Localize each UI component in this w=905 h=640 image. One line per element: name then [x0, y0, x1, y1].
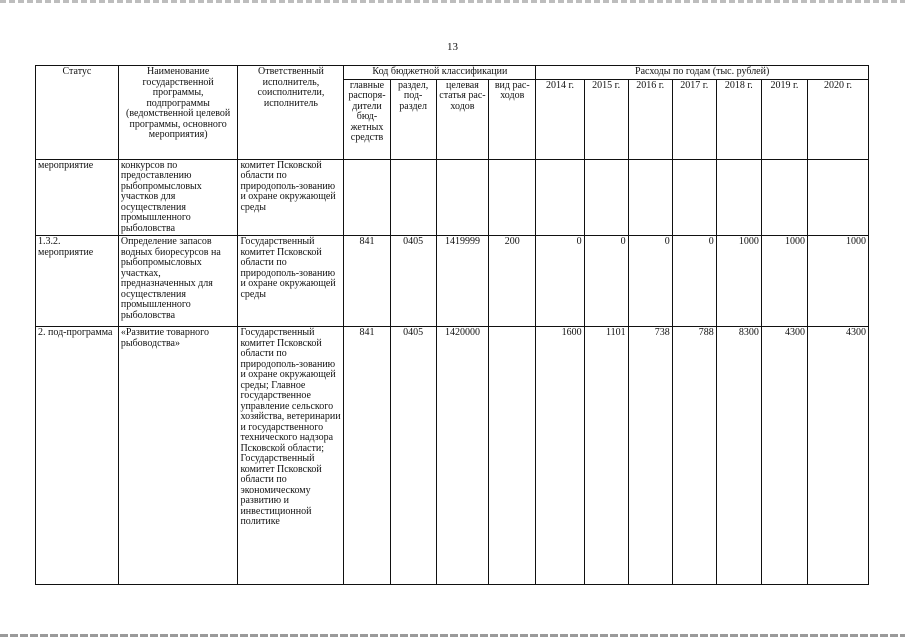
- row-value-2016: 0: [628, 236, 672, 327]
- row-value-2014: 0: [536, 236, 584, 327]
- scan-top-edge: [0, 0, 905, 3]
- scan-bottom-edge: [0, 634, 905, 637]
- row-value-2015: [584, 159, 628, 236]
- budget-table: [35, 65, 869, 585]
- page-number: 13: [447, 41, 458, 53]
- header-year-2017: 2017 г.: [672, 79, 716, 159]
- row-name: Определение запасов водных биоресурсов на рыбопромысловых участках, предназначенных для осуществления промышленного рыболовства: [118, 236, 238, 327]
- row-code-manager: [344, 159, 390, 236]
- row-code-manager: 841: [344, 236, 390, 327]
- table-row: [36, 236, 869, 327]
- row-value-2018: 1000: [716, 236, 761, 327]
- row-value-2015: 0: [584, 236, 628, 327]
- header-year-2016: 2016 г.: [628, 79, 672, 159]
- row-value-2018: [716, 159, 761, 236]
- row-code-kind: [489, 159, 536, 236]
- row-code-section: 0405: [390, 327, 436, 585]
- row-value-2020: 1000: [808, 236, 869, 327]
- row-code-section: 0405: [390, 236, 436, 327]
- row-value-2014: 1600: [536, 327, 584, 585]
- row-value-2019: 4300: [761, 327, 807, 585]
- row-code-kind: [489, 327, 536, 585]
- table-row: [36, 327, 869, 585]
- header-budget-code-group: Код бюджетной классификации: [344, 66, 536, 80]
- row-value-2018: 8300: [716, 327, 761, 585]
- row-value-2017: [672, 159, 716, 236]
- row-name: конкурсов по предоставлению рыбопромысловых участков для осуществления промышленного рыболовства: [118, 159, 238, 236]
- row-value-2017: 0: [672, 236, 716, 327]
- row-value-2020: [808, 159, 869, 236]
- row-value-2015: 1101: [584, 327, 628, 585]
- header-status: Статус: [36, 66, 119, 160]
- header-code-kind: вид рас-ходов: [489, 79, 536, 159]
- header-year-2018: 2018 г.: [716, 79, 761, 159]
- table-row: [36, 159, 869, 236]
- row-value-2019: [761, 159, 807, 236]
- row-code-target: 1419999: [436, 236, 488, 327]
- row-value-2016: [628, 159, 672, 236]
- header-year-2015: 2015 г.: [584, 79, 628, 159]
- row-executor: Государственный комитет Псковской области по природополь-зованию и охране окружающей среды; Главное государственное управление сельского хозяйства, ветеринарии и государственного технического надзора Псковской области; Государственный комитет Псковской области по экономическому развитию и инвестиционной политике: [238, 327, 344, 585]
- row-code-manager: 841: [344, 327, 390, 585]
- row-code-target: 1420000: [436, 327, 488, 585]
- row-value-2020: 4300: [808, 327, 869, 585]
- header-expenses-group: Расходы по годам (тыс. рублей): [536, 66, 869, 80]
- row-value-2014: [536, 159, 584, 236]
- row-value-2019: 1000: [761, 236, 807, 327]
- row-status: мероприятие: [36, 159, 119, 236]
- header-name: Наименование государственной программы, подпрограммы (ведомственной целевой программы, основного мероприятия): [118, 66, 238, 160]
- row-name: «Развитие товарного рыбоводства»: [118, 327, 238, 585]
- row-value-2016: 738: [628, 327, 672, 585]
- row-code-section: [390, 159, 436, 236]
- header-executor: Ответственный исполнитель, соисполнители, исполнитель: [238, 66, 344, 160]
- header-year-2020: 2020 г.: [808, 79, 869, 159]
- header-code-target: целевая статья рас-ходов: [436, 79, 488, 159]
- header-code-section: раздел, под-раздел: [390, 79, 436, 159]
- row-executor: комитет Псковской области по природополь-зованию и охране окружающей среды: [238, 159, 344, 236]
- row-status: 1.3.2. мероприятие: [36, 236, 119, 327]
- header-year-2019: 2019 г.: [761, 79, 807, 159]
- row-status: 2. под-программа: [36, 327, 119, 585]
- header-code-manager: главные распоря-дители бюд-жетных средств: [344, 79, 390, 159]
- header-year-2014: 2014 г.: [536, 79, 584, 159]
- row-code-target: [436, 159, 488, 236]
- row-code-kind: 200: [489, 236, 536, 327]
- header-row-top: [36, 66, 869, 80]
- row-value-2017: 788: [672, 327, 716, 585]
- row-executor: Государственный комитет Псковской области по природополь-зованию и охране окружающей среды: [238, 236, 344, 327]
